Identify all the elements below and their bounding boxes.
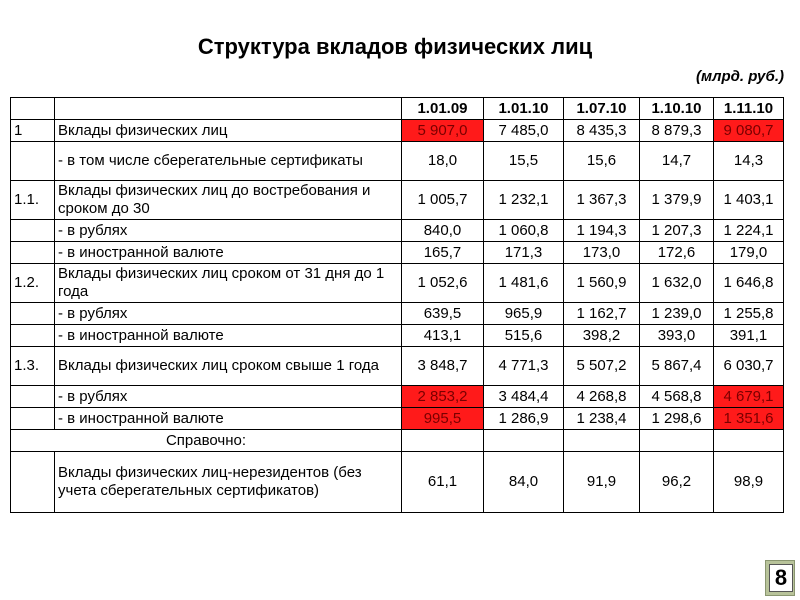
table-row <box>11 408 784 430</box>
header-date: 1.10.10 <box>640 98 714 120</box>
value-cell-highlighted: 1 351,6 <box>714 408 784 430</box>
value-cell: 98,9 <box>714 452 784 513</box>
value-cell: 15,6 <box>564 142 640 181</box>
deposits-table <box>10 97 784 513</box>
row-label: Вклады физических лиц сроком от 31 дня до 1 года <box>55 264 402 303</box>
row-label: - в том числе сберегательные сертификаты <box>55 142 402 181</box>
row-number <box>11 303 55 325</box>
table-row <box>11 142 784 181</box>
row-label: - в рублях <box>55 386 402 408</box>
value-cell: 1 560,9 <box>564 264 640 303</box>
value-cell: 8 879,3 <box>640 120 714 142</box>
header-label-cell <box>55 98 402 120</box>
value-cell: 393,0 <box>640 325 714 347</box>
value-cell: 96,2 <box>640 452 714 513</box>
table-row <box>11 386 784 408</box>
value-cell: 3 848,7 <box>402 347 484 386</box>
page-title: Структура вкладов физических лиц <box>197 34 593 59</box>
value-cell: 6 030,7 <box>714 347 784 386</box>
value-cell: 15,5 <box>484 142 564 181</box>
table-header-row <box>11 98 784 120</box>
value-cell: 1 224,1 <box>714 220 784 242</box>
value-cell: 1 207,3 <box>640 220 714 242</box>
value-cell: 171,3 <box>484 242 564 264</box>
value-cell-highlighted: 9 080,7 <box>714 120 784 142</box>
value-cell: 1 286,9 <box>484 408 564 430</box>
value-cell: 4 771,3 <box>484 347 564 386</box>
value-cell: 1 255,8 <box>714 303 784 325</box>
row-label: Вклады физических лиц сроком свыше 1 года <box>55 347 402 386</box>
value-cell: 91,9 <box>564 452 640 513</box>
value-cell: 840,0 <box>402 220 484 242</box>
table-row <box>11 452 784 513</box>
row-number <box>11 386 55 408</box>
header-date: 1.07.10 <box>564 98 640 120</box>
value-cell: 398,2 <box>564 325 640 347</box>
row-number: 1 <box>11 120 55 142</box>
value-cell-highlighted: 2 853,2 <box>402 386 484 408</box>
value-cell: 4 268,8 <box>564 386 640 408</box>
value-cell: 1 646,8 <box>714 264 784 303</box>
value-cell: 1 298,6 <box>640 408 714 430</box>
value-cell: 172,6 <box>640 242 714 264</box>
value-cell: 1 403,1 <box>714 181 784 220</box>
header-date: 1.01.10 <box>484 98 564 120</box>
reference-header-row <box>11 430 784 452</box>
empty-cell <box>714 430 784 452</box>
header-date: 1.11.10 <box>714 98 784 120</box>
value-cell: 1 060,8 <box>484 220 564 242</box>
row-label: - в иностранной валюте <box>55 325 402 347</box>
row-label: - в рублях <box>55 303 402 325</box>
row-label: - в иностранной валюте <box>55 408 402 430</box>
row-label: Вклады физических лиц до востребования и сроком до 30 <box>55 181 402 220</box>
value-cell-highlighted: 5 907,0 <box>402 120 484 142</box>
empty-cell <box>402 430 484 452</box>
row-label: Вклады физических лиц-нерезидентов (без учета сберегательных сертификатов) <box>55 452 402 513</box>
value-cell-highlighted: 995,5 <box>402 408 484 430</box>
row-number <box>11 452 55 513</box>
value-cell: 965,9 <box>484 303 564 325</box>
value-cell: 179,0 <box>714 242 784 264</box>
header-date: 1.01.09 <box>402 98 484 120</box>
value-cell: 515,6 <box>484 325 564 347</box>
row-number <box>11 142 55 181</box>
empty-cell <box>484 430 564 452</box>
value-cell: 7 485,0 <box>484 120 564 142</box>
table-row <box>11 347 784 386</box>
reference-label: Справочно: <box>11 430 402 452</box>
row-number <box>11 242 55 264</box>
value-cell-highlighted: 4 679,1 <box>714 386 784 408</box>
value-cell: 1 162,7 <box>564 303 640 325</box>
row-label: - в иностранной валюте <box>55 242 402 264</box>
value-cell: 1 238,4 <box>564 408 640 430</box>
value-cell: 413,1 <box>402 325 484 347</box>
value-cell: 1 481,6 <box>484 264 564 303</box>
value-cell: 61,1 <box>402 452 484 513</box>
value-cell: 639,5 <box>402 303 484 325</box>
row-number <box>11 408 55 430</box>
empty-cell <box>640 430 714 452</box>
value-cell: 1 632,0 <box>640 264 714 303</box>
value-cell: 1 232,1 <box>484 181 564 220</box>
value-cell: 1 239,0 <box>640 303 714 325</box>
value-cell: 14,7 <box>640 142 714 181</box>
value-cell: 5 867,4 <box>640 347 714 386</box>
row-number: 1.3. <box>11 347 55 386</box>
value-cell: 1 367,3 <box>564 181 640 220</box>
row-number: 1.2. <box>11 264 55 303</box>
value-cell: 391,1 <box>714 325 784 347</box>
value-cell: 84,0 <box>484 452 564 513</box>
value-cell: 3 484,4 <box>484 386 564 408</box>
value-cell: 1 194,3 <box>564 220 640 242</box>
table-row <box>11 220 784 242</box>
table-row <box>11 242 784 264</box>
value-cell: 5 507,2 <box>564 347 640 386</box>
value-cell: 1 379,9 <box>640 181 714 220</box>
page-number-badge <box>765 560 795 596</box>
value-cell: 173,0 <box>564 242 640 264</box>
units-label: (млрд. руб.) <box>696 68 784 85</box>
row-number <box>11 325 55 347</box>
table-row <box>11 181 784 220</box>
row-label: Вклады физических лиц <box>55 120 402 142</box>
page-number: 8 <box>769 564 793 592</box>
value-cell: 165,7 <box>402 242 484 264</box>
table-row <box>11 120 784 142</box>
empty-cell <box>564 430 640 452</box>
row-number <box>11 220 55 242</box>
table-row <box>11 264 784 303</box>
row-number: 1.1. <box>11 181 55 220</box>
table-row <box>11 303 784 325</box>
value-cell: 1 005,7 <box>402 181 484 220</box>
value-cell: 14,3 <box>714 142 784 181</box>
table-row <box>11 325 784 347</box>
value-cell: 4 568,8 <box>640 386 714 408</box>
header-num-cell <box>11 98 55 120</box>
value-cell: 8 435,3 <box>564 120 640 142</box>
value-cell: 1 052,6 <box>402 264 484 303</box>
row-label: - в рублях <box>55 220 402 242</box>
value-cell: 18,0 <box>402 142 484 181</box>
